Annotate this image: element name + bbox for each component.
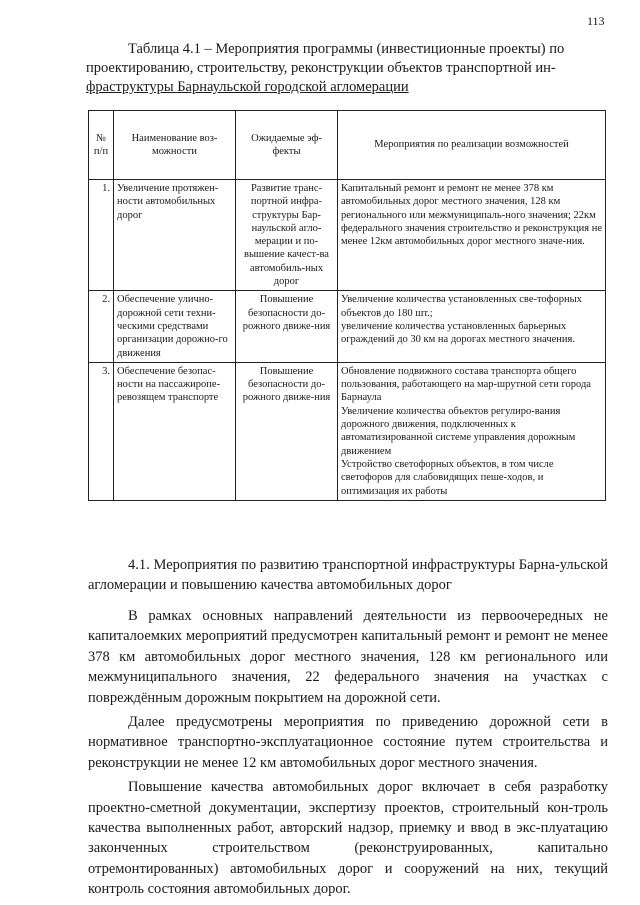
caption-line xyxy=(86,78,606,97)
row-actions xyxy=(338,291,606,362)
header-actions: Мероприятия по реализации возможностей xyxy=(338,111,606,180)
action-item: Увеличение количества объектов регулиро-вания дорожного движения, подключенных к автоматизированной системе управления дорожным движением xyxy=(341,405,576,457)
row-actions xyxy=(338,180,606,291)
page-number: 113 xyxy=(587,14,605,28)
section-heading: 4.1. Мероприятия по развитию транспортной инфраструктуры Барна-ульской агломерации и повышению качества автомобильных дорог xyxy=(88,557,608,593)
row-actions xyxy=(338,362,606,500)
table-row xyxy=(89,291,606,362)
table-row xyxy=(89,362,606,500)
caption-line: проектированию, строительству, реконструкции объектов транспортной ин- xyxy=(86,60,556,76)
row-effect: Повышение безопасности до-рожного движе-ния xyxy=(236,362,338,500)
action-item: Обновление подвижного состава транспорта общего пользования, работающего на мар-шрутной сети города Барнаула xyxy=(341,365,591,404)
row-name: Обеспечение безопас-ности на пассажиропе-ревозящем транспорте xyxy=(114,362,236,500)
action-item: Устройство светофорных объектов, в том числе светофоров для слабовидящих пеше-ходов, и оптимизация их работы xyxy=(341,458,554,497)
paragraph: Далее предусмотрены мероприятия по приведению дорожной сети в нормативное транспортно-эксплуатационное состояние путем строительства и реконструкции не менее 12 км автомобильных дорог местного значения. xyxy=(88,714,608,771)
paragraph: Повышение качества автомобильных дорог включает в себя разработку проектно-сметной документации, экспертизу проектов, строительный кон-троль качества выполненных работ, авторский надзор, приемку и ввод в экс-плуатацию законченных строительством (реконструированных, капитально отремонтированных) автомобильных дорог и сооружений на них, текущий контроль состояния автомобильных дорог. xyxy=(88,779,608,898)
body-text xyxy=(88,606,608,904)
row-num: 2. xyxy=(89,291,114,362)
table-header-row xyxy=(89,111,606,180)
table-caption xyxy=(86,40,606,97)
row-name: Обеспечение улично-дорожной сети техни-ческими средствами организации дорожно-го движения xyxy=(114,291,236,362)
table-row xyxy=(89,180,606,291)
caption-line-text: фраструктуры Барнаульской городской агломерации xyxy=(86,79,409,95)
row-name: Увеличение протяжен-ности автомобильных дорог xyxy=(114,180,236,291)
row-num: 1. xyxy=(89,180,114,291)
caption-line: Таблица 4.1 – Мероприятия программы (инвестиционные проекты) по xyxy=(128,41,565,57)
header-name: Наименование воз-можности xyxy=(114,111,236,180)
row-num: 3. xyxy=(89,362,114,500)
header-num: № п/п xyxy=(89,111,114,180)
row-effect: Развитие транс-портной инфра-структуры Бар-наульской агло-мерации и по-вышение качест-ва автомобиль-ных дорог xyxy=(236,180,338,291)
measures-table xyxy=(88,110,606,501)
action-item: Капитальный ремонт и ремонт не менее 378 км автомобильных дорог местного значения, 128 км регионального или межмуниципаль-ного значения; 22км федерального значения строительство и реконструкция не менее 12км автомобильных дорог местного значе-ния. xyxy=(341,183,602,248)
row-effect: Повышение безопасности до-рожного движе-ния xyxy=(236,291,338,362)
action-item: Увеличение количества установленных све-тофорных объектов до 180 шт.; xyxy=(341,294,582,319)
header-effect: Ожидаемые эф-фекты xyxy=(236,111,338,180)
paragraph: В рамках основных направлений деятельности из первоочередных не капиталоемких мероприятий предусмотрен капитальный ремонт и ремонт не менее 378 км автомобильных дорог местного значения, 128 км регионального или межмуниципального значения, 22 федерального значения на участках с повреждённым дорожным покрытием на дорожной сети. xyxy=(88,608,608,706)
action-item: увеличение количества установленных барьерных ограждений до 30 км на дорогах местного значения. xyxy=(341,320,576,346)
